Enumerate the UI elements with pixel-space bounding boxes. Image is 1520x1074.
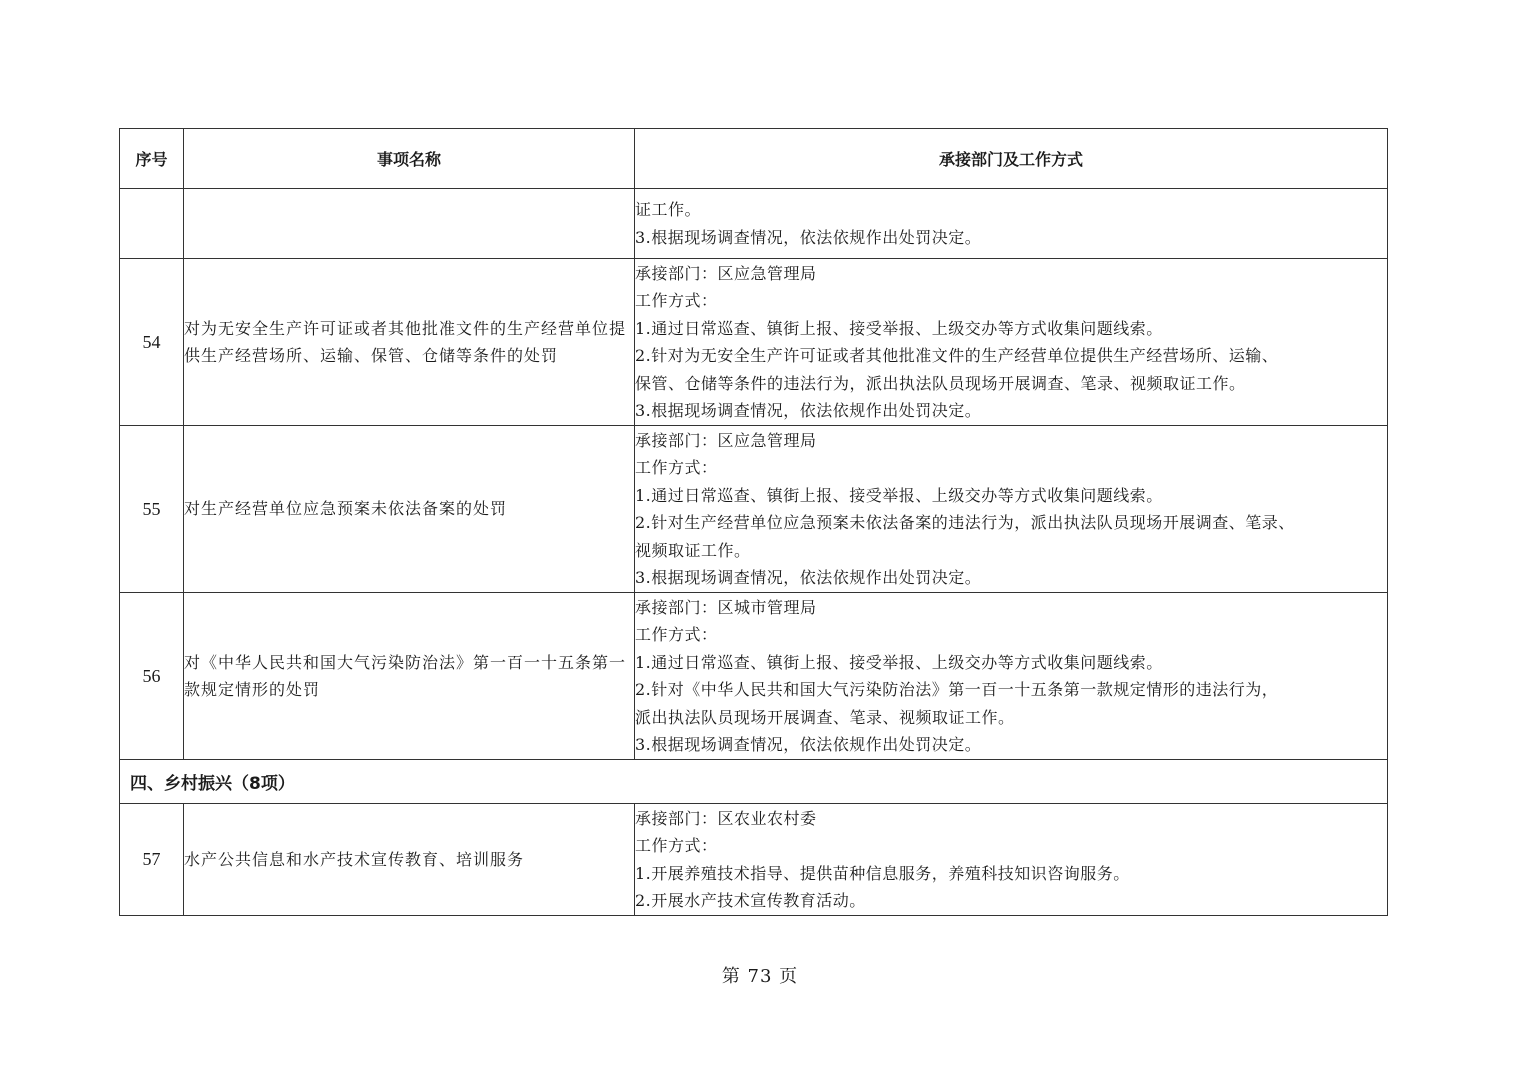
dept-line: 工作方式： [635,836,718,855]
table-row [120,804,1388,916]
dept-line: 2.针对生产经营单位应急预案未依法备案的违法行为，派出执法队员现场开展调查、笔录、 [635,513,1295,532]
header-dept: 承接部门及工作方式 [635,129,1388,189]
dept-line: 承接部门：区城市管理局 [635,597,817,617]
table-row [120,426,1388,593]
cell-name [184,189,635,259]
header-no: 序号 [120,129,184,189]
dept-line: 承接部门：区农业农村委 [635,808,817,828]
header-name: 事项名称 [184,129,635,189]
dept-line: 1.通过日常巡查、镇街上报、接受举报、上级交办等方式收集问题线索。 [635,318,1163,338]
cell-name: 对为无安全生产许可证或者其他批准文件的生产经营单位提供生产经营场所、运输、保管、仓储等条件的处罚 [184,259,635,426]
cell-dept [635,259,1388,426]
dept-line: 3.根据现场调查情况，依法依规作出处罚决定。 [635,568,982,587]
cell-no: 55 [120,426,184,593]
dept-line: 视频取证工作。 [635,540,751,560]
cell-dept [635,189,1388,259]
table-row-continuation [120,189,1388,259]
dept-line: 3.根据现场调查情况，依法依规作出处罚决定。 [635,227,982,247]
section-row [120,760,1388,804]
cell-dept [635,804,1388,916]
dept-line: 3.根据现场调查情况，依法依规作出处罚决定。 [635,735,982,754]
page-number: 第 73 页 [721,966,799,987]
dept-line: 2.针对《中华人民共和国大气污染防治法》第一百一十五条第一款规定情形的违法行为， [635,680,1279,699]
dept-line: 1.通过日常巡查、镇街上报、接受举报、上级交办等方式收集问题线索。 [635,485,1163,505]
table-row [120,259,1388,426]
table-row [120,593,1388,760]
cell-name: 水产公共信息和水产技术宣传教育、培训服务 [184,804,635,916]
cell-name: 对生产经营单位应急预案未依法备案的处罚 [184,426,635,593]
matters-table [119,128,1388,916]
dept-line: 派出执法队员现场开展调查、笔录、视频取证工作。 [635,707,1015,727]
dept-line: 保管、仓储等条件的违法行为，派出执法队员现场开展调查、笔录、视频取证工作。 [635,373,1246,393]
dept-line: 2.针对为无安全生产许可证或者其他批准文件的生产经营单位提供生产经营场所、运输、 [635,346,1279,365]
dept-line: 工作方式： [635,625,718,644]
dept-line: 证工作。 [635,200,702,219]
header-row [120,129,1388,189]
dept-line: 工作方式： [635,458,718,477]
cell-dept [635,426,1388,593]
dept-line: 1.开展养殖技术指导、提供苗种信息服务，养殖科技知识咨询服务。 [635,863,1130,883]
dept-line: 工作方式： [635,291,718,310]
section-title: 四、乡村振兴（8项） [120,760,1388,804]
cell-no: 57 [120,804,184,916]
dept-line: 3.根据现场调查情况，依法依规作出处罚决定。 [635,401,982,420]
dept-line: 承接部门：区应急管理局 [635,263,817,283]
dept-line: 承接部门：区应急管理局 [635,430,817,450]
cell-name: 对《中华人民共和国大气污染防治法》第一百一十五条第一款规定情形的处罚 [184,593,635,760]
dept-line: 1.通过日常巡查、镇街上报、接受举报、上级交办等方式收集问题线索。 [635,652,1163,672]
cell-no: 56 [120,593,184,760]
cell-dept [635,593,1388,760]
cell-no [120,189,184,259]
dept-line: 2.开展水产技术宣传教育活动。 [635,891,866,910]
cell-no: 54 [120,259,184,426]
